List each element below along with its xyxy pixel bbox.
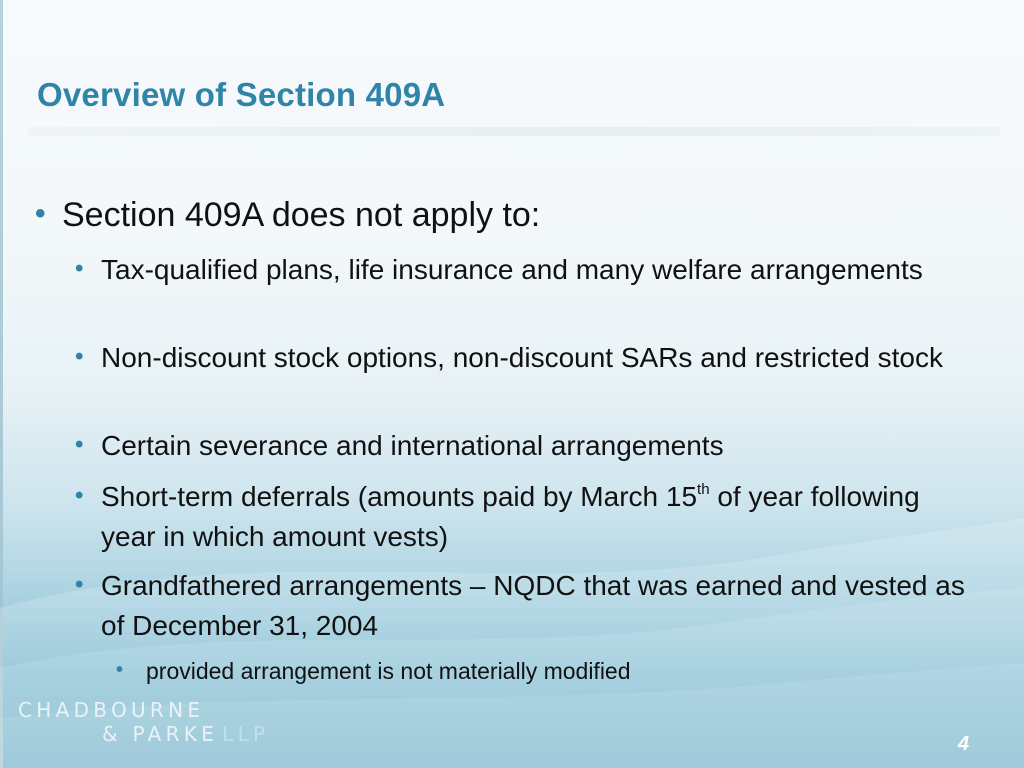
bullet-icon: • [116,659,124,681]
logo-llp: LLP [222,722,270,746]
sub-bullet-item [75,250,981,290]
sub-bullet-text: Non-discount stock options, non-discount SARs and restricted stock [101,342,943,373]
firm-logo [18,698,270,746]
sub-bullet-text: Certain severance and international arrangements [101,430,724,461]
main-bullet-text: Section 409A does not apply to: [62,196,541,234]
sub-bullet-item [75,477,981,557]
sub-bullet-item [75,426,981,466]
logo-line-1: CHADBOURNE [18,698,205,722]
logo-line-2-main: & PARKE [102,722,219,746]
bullet-icon: • [75,343,84,370]
bullet-icon: • [75,571,84,598]
sub-sub-bullet-text: provided arrangement is not materially modified [146,658,631,684]
logo-line-2 [102,722,269,746]
main-bullet-item [35,193,962,237]
sub-bullet-item [75,338,981,378]
slide-title: Overview of Section 409A [37,76,446,113]
sub-bullet-text: Tax-qualified plans, life insurance and many welfare arrangements [101,254,923,285]
sub-bullet-text-part2: of year following year in which amount vests) [101,481,920,552]
bullet-icon: • [75,255,84,282]
sub-bullet-item [75,566,981,646]
page-number: 4 [958,733,970,755]
bullet-icon: • [75,431,84,458]
sub-bullet-text-part1: Short-term deferrals (amounts paid by March 15 [101,481,698,512]
sub-sub-bullet-item [116,656,946,686]
bullet-icon: • [75,482,84,509]
bullet-icon: • [35,197,46,230]
sub-bullet-text: Grandfathered arrangements – NQDC that was earned and vested as of December 31, 2004 [101,570,965,641]
superscript-ordinal: th [697,481,710,498]
